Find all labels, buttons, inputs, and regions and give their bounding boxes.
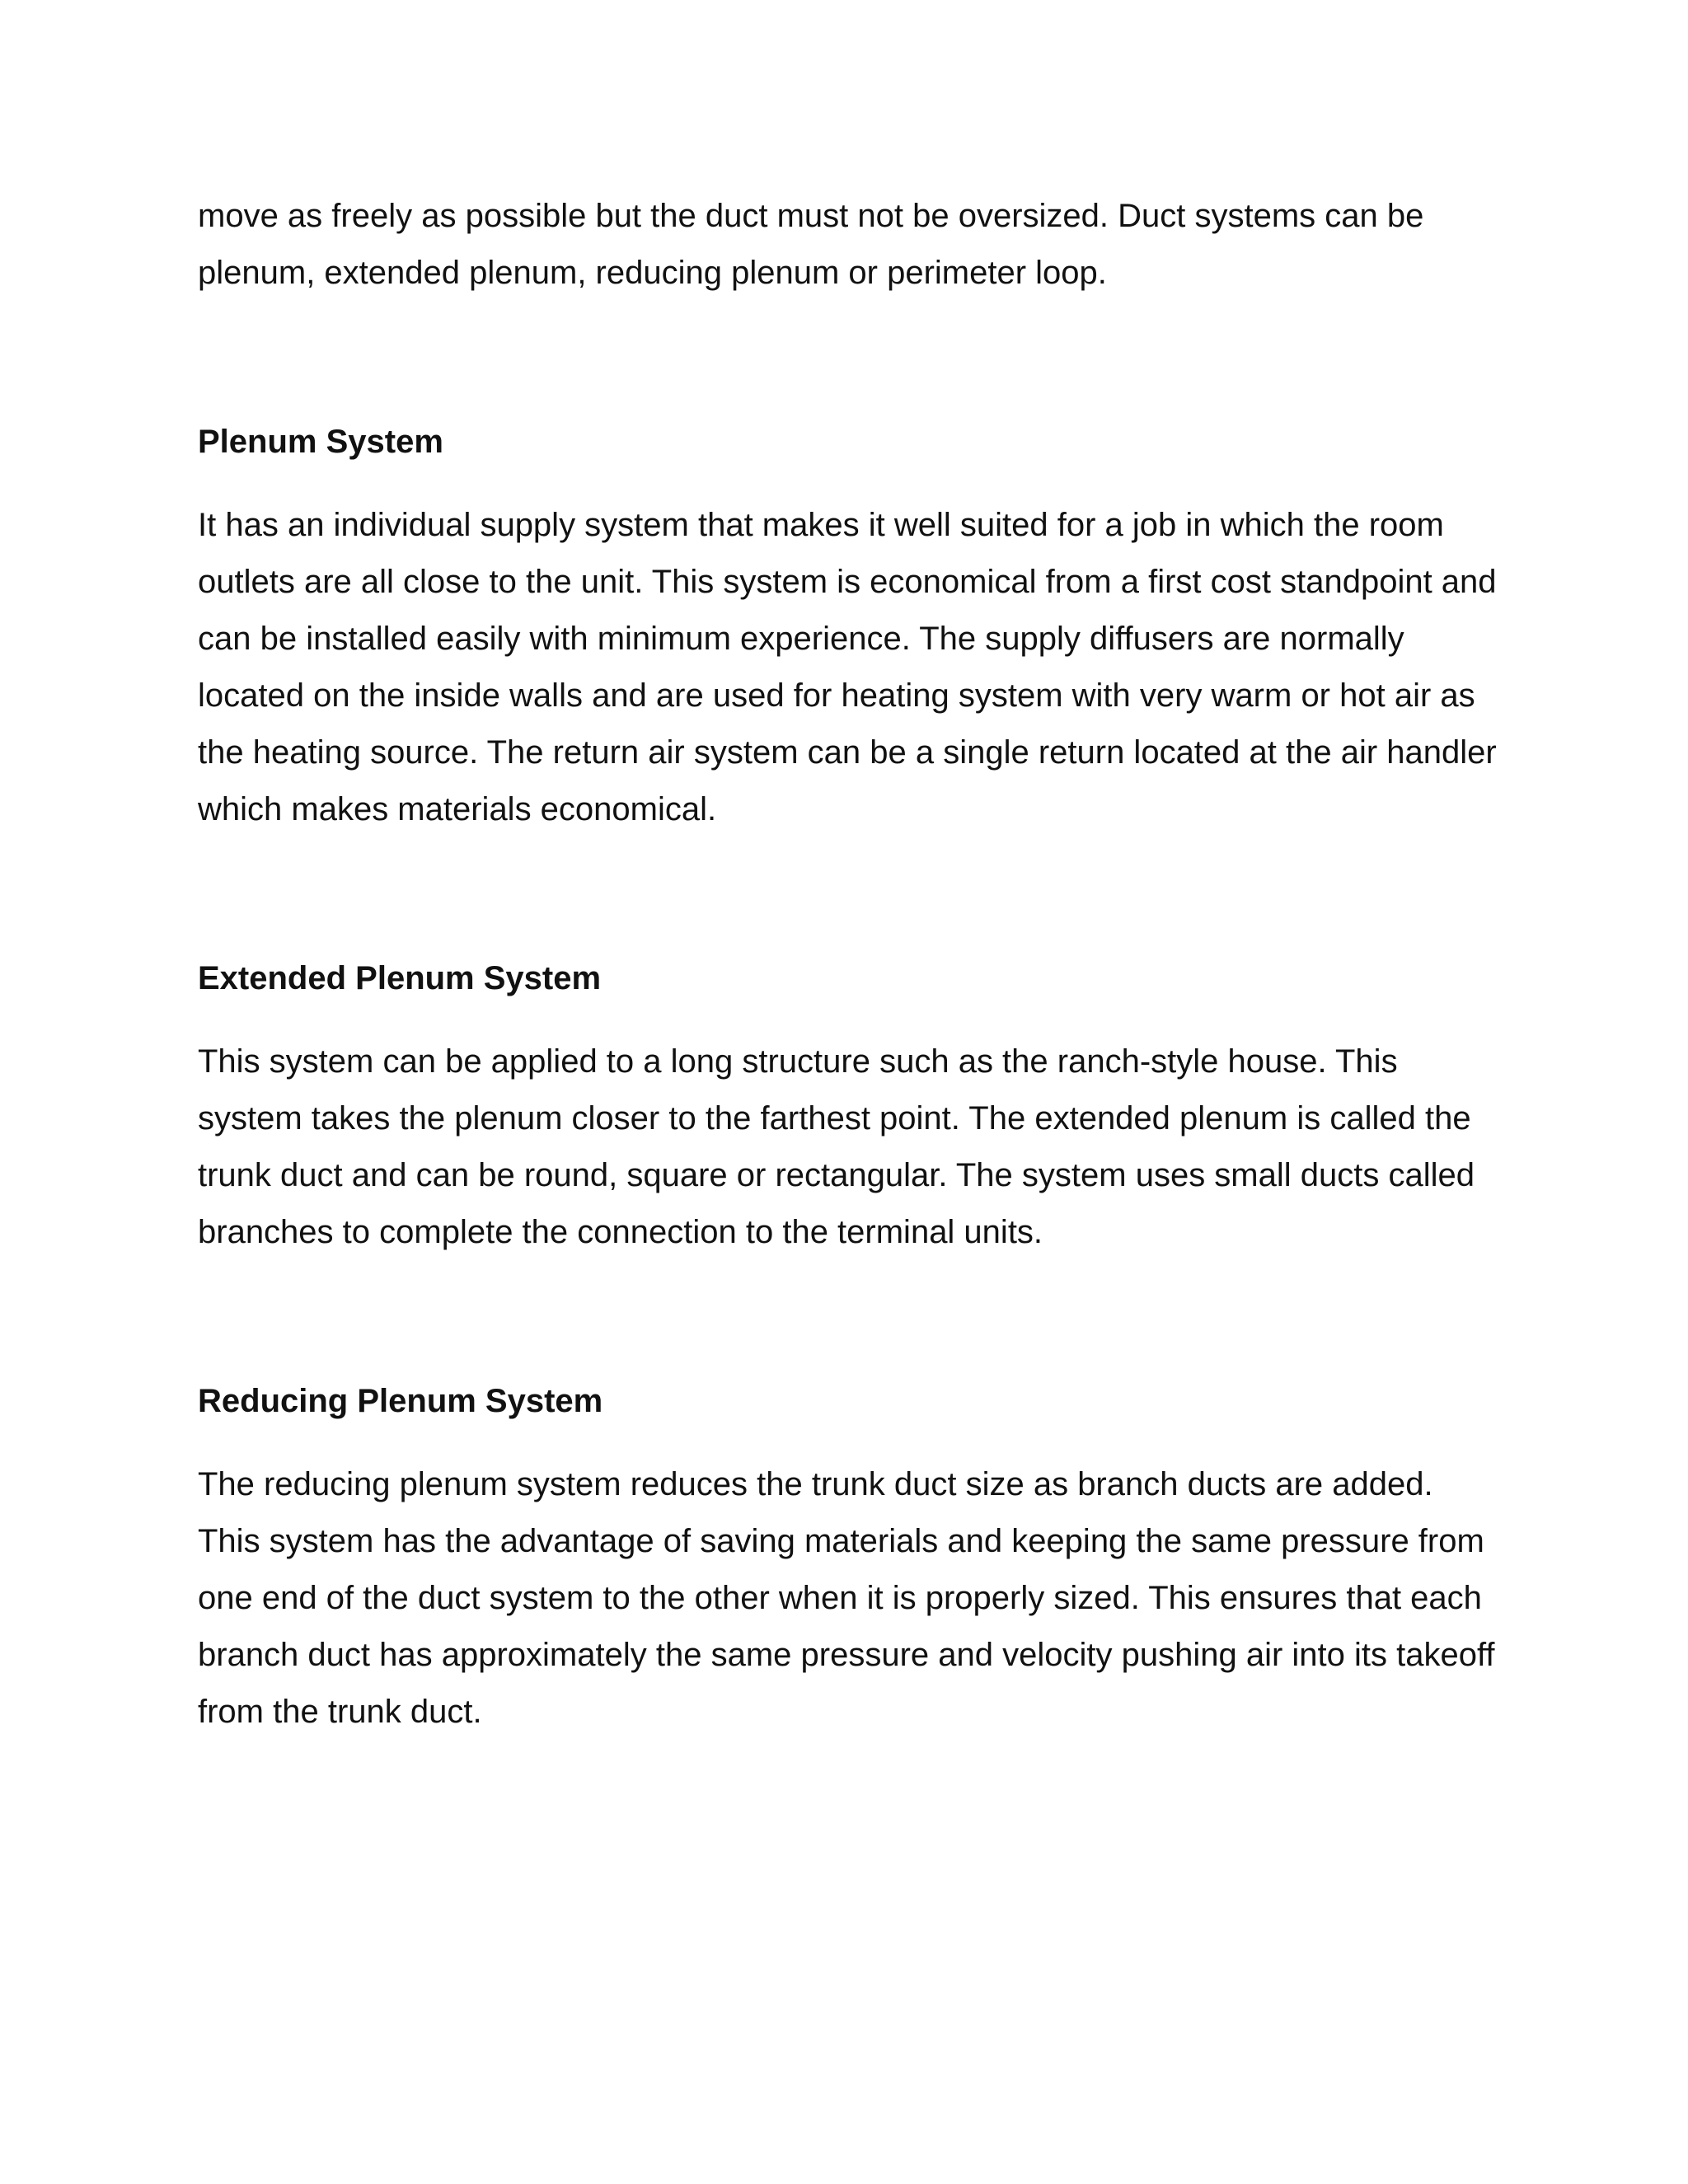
section-heading: Reducing Plenum System	[198, 1383, 603, 1419]
intro-paragraph: move as freely as possible but the duct must not be oversized. Duct systems can be plenum, extended plenum, reducing plenum or perimeter loop.	[198, 198, 1424, 291]
section-heading: Extended Plenum System	[198, 960, 602, 996]
section-extended-plenum-system	[198, 950, 1500, 1261]
document-body	[198, 188, 1500, 1741]
section-paragraph: The reducing plenum system reduces the trunk duct size as branch ducts are added. This system has the advantage of saving materials and keeping the same pressure from one end of the duct system to the other when it is properly sized. This ensures that each branch duct has approximately the same pressure and velocity pushing air into its takeoff from the trunk duct.	[198, 1466, 1495, 1730]
section-reducing-plenum-system	[198, 1373, 1500, 1741]
section-paragraph: This system can be applied to a long structure such as the ranch-style house. This system takes the plenum closer to the farthest point. The extended plenum is called the trunk duct and can be round, square or rectangular. The system uses small ducts called branches to complete the connection to the terminal units.	[198, 1043, 1475, 1250]
section-paragraph: It has an individual supply system that makes it well suited for a job in which the room outlets are all close to the unit. This system is economical from a first cost standpoint and can be installed easily with minimum experience. The supply diffusers are normally located on the inside walls and are used for heating system with very warm or hot air as the heating source. The return air system can be a single return located at the air handler which makes materials economical.	[198, 507, 1497, 827]
section-heading: Plenum System	[198, 424, 443, 460]
section-plenum-system	[198, 414, 1500, 838]
